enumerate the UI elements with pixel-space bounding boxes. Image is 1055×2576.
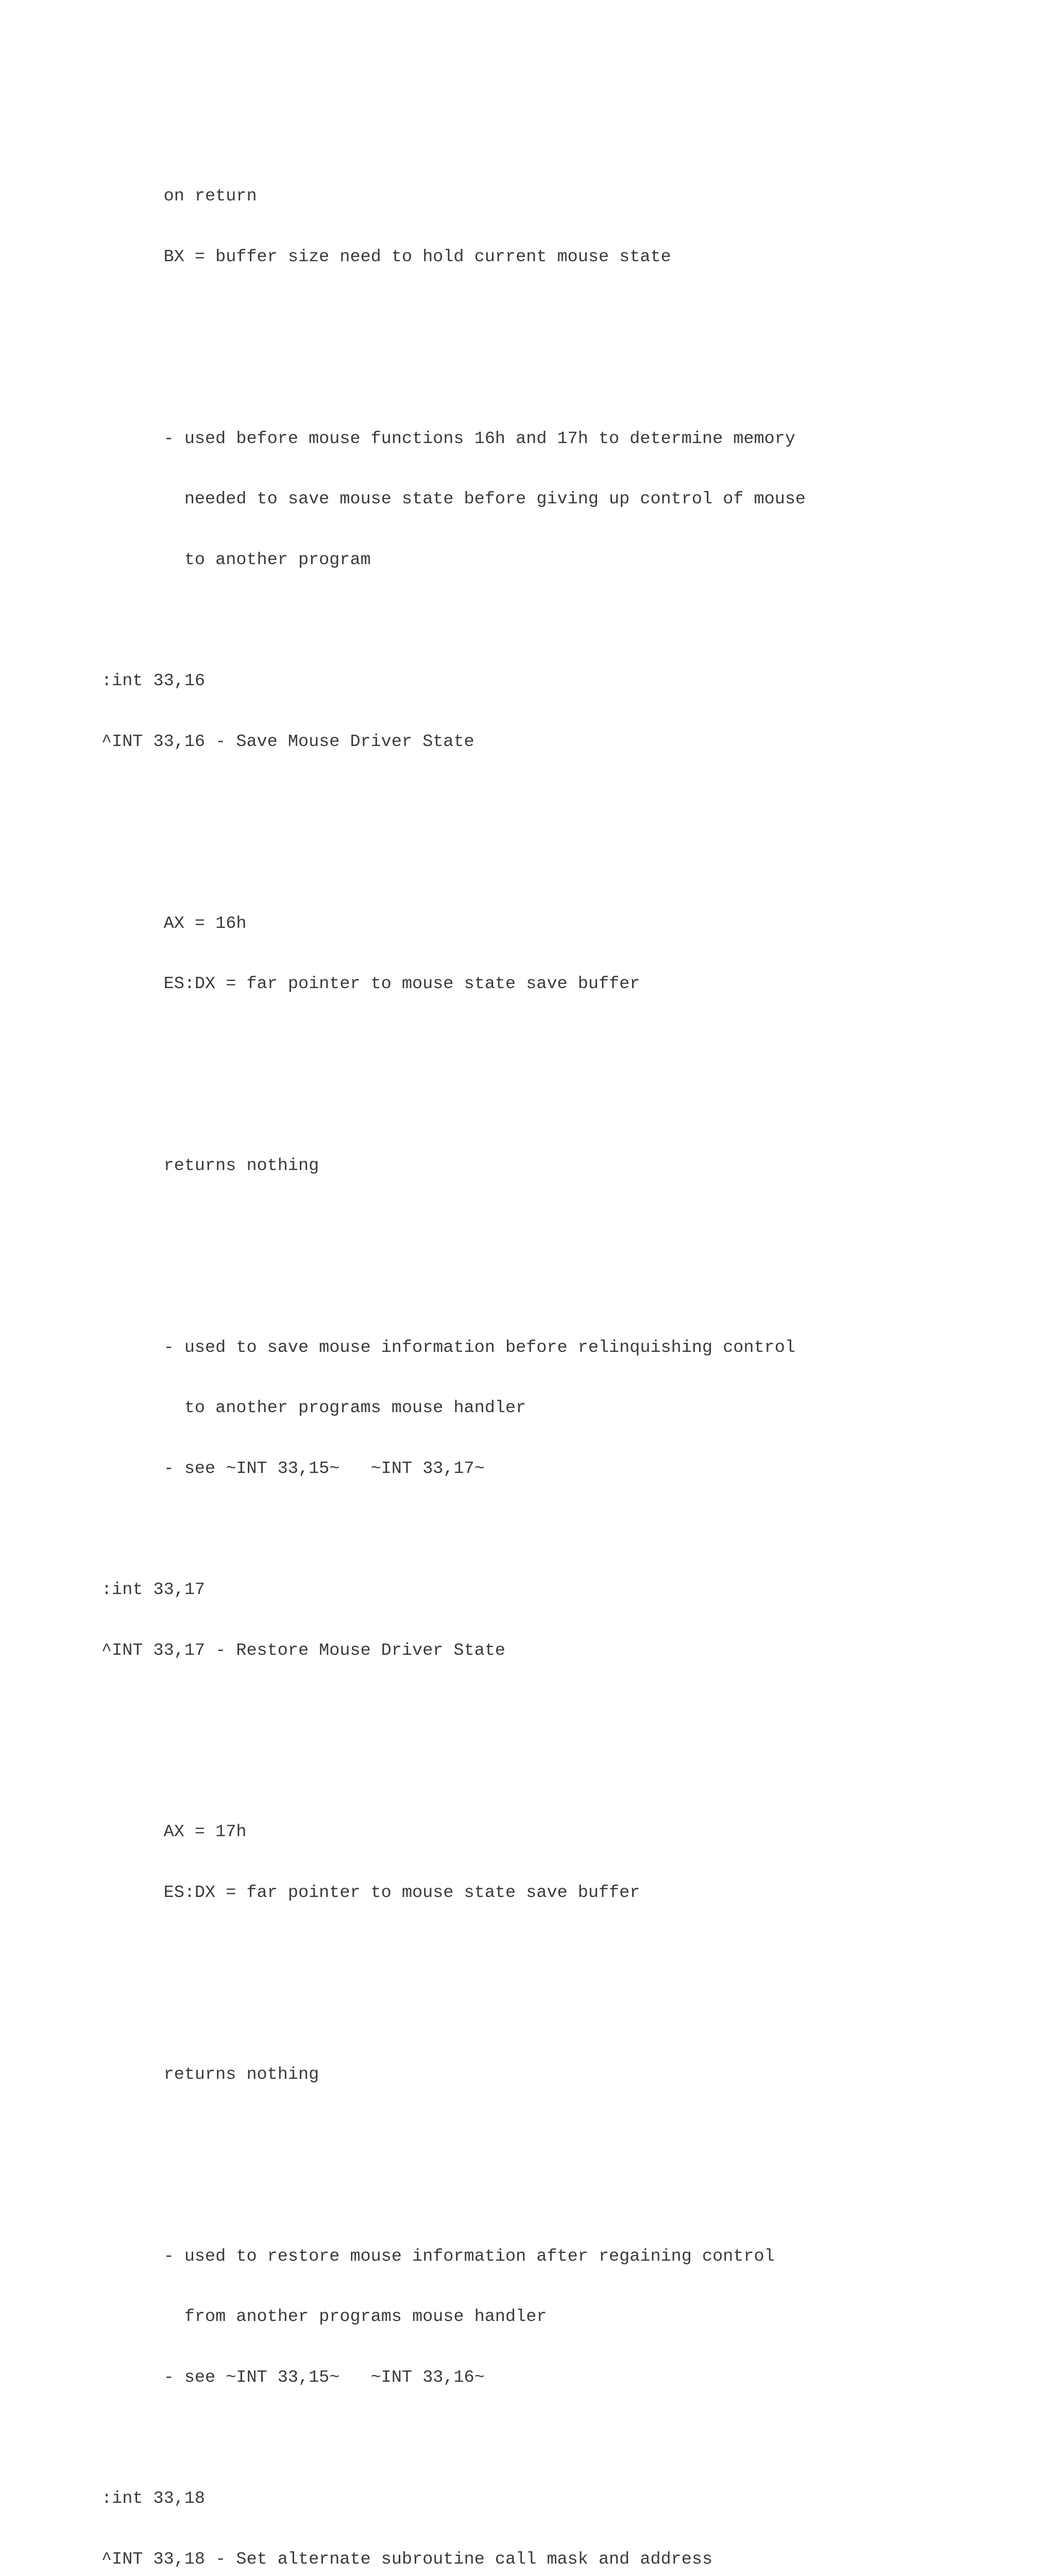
text-line bbox=[101, 2125, 826, 2145]
text-line bbox=[101, 1095, 826, 1115]
text-line bbox=[101, 1217, 826, 1237]
section-heading: ^INT 33,18 - Set alternate subroutine call mask and address bbox=[101, 2549, 713, 2569]
topic-tag: :int 33,17 bbox=[101, 1580, 206, 1600]
text-line bbox=[101, 2428, 826, 2448]
text-line: needed to save mouse state before giving up control of mouse bbox=[101, 489, 806, 510]
text-line bbox=[101, 2004, 826, 2024]
text-line: - used to save mouse information before relinquishing control bbox=[101, 1337, 795, 1358]
text-line: to another program bbox=[101, 550, 371, 570]
topic-tag: :int 33,18 bbox=[101, 2488, 206, 2509]
text-line: AX = 16h bbox=[101, 913, 247, 934]
text-line bbox=[101, 308, 826, 328]
text-line: returns nothing bbox=[101, 2064, 319, 2084]
text-line bbox=[101, 611, 826, 631]
text-line: to another programs mouse handler bbox=[101, 1398, 526, 1418]
text-line bbox=[101, 1519, 826, 1539]
text-line bbox=[101, 2186, 826, 2206]
text-line: - used to restore mouse information after regaining control bbox=[101, 2246, 775, 2266]
text-line bbox=[101, 1277, 826, 1297]
text-line: on return bbox=[101, 187, 257, 207]
text-line: returns nothing bbox=[101, 1156, 319, 1176]
text-line bbox=[101, 1944, 826, 1964]
document-text bbox=[101, 146, 826, 2576]
text-line: - used before mouse functions 16h and 17h to determine memory bbox=[101, 429, 795, 449]
text-line: AX = 17h bbox=[101, 1822, 247, 1842]
text-line: BX = buffer size need to hold current mouse state bbox=[101, 247, 671, 267]
text-line: from another programs mouse handler bbox=[101, 2307, 547, 2327]
text-line: ES:DX = far pointer to mouse state save buffer bbox=[101, 974, 640, 994]
cross-reference-line: - see ~INT 33,15~ ~INT 33,16~ bbox=[101, 2367, 485, 2387]
text-line bbox=[101, 1701, 826, 1721]
text-line bbox=[101, 792, 826, 812]
text-line bbox=[101, 368, 826, 388]
text-line bbox=[101, 853, 826, 873]
topic-tag: :int 33,16 bbox=[101, 671, 206, 691]
text-line bbox=[101, 1035, 826, 1055]
text-line bbox=[101, 1762, 826, 1782]
text-line: ES:DX = far pointer to mouse state save buffer bbox=[101, 1883, 640, 1903]
section-heading: ^INT 33,16 - Save Mouse Driver State bbox=[101, 732, 474, 752]
cross-reference-line: - see ~INT 33,15~ ~INT 33,17~ bbox=[101, 1459, 485, 1479]
section-heading: ^INT 33,17 - Restore Mouse Driver State bbox=[101, 1640, 506, 1660]
